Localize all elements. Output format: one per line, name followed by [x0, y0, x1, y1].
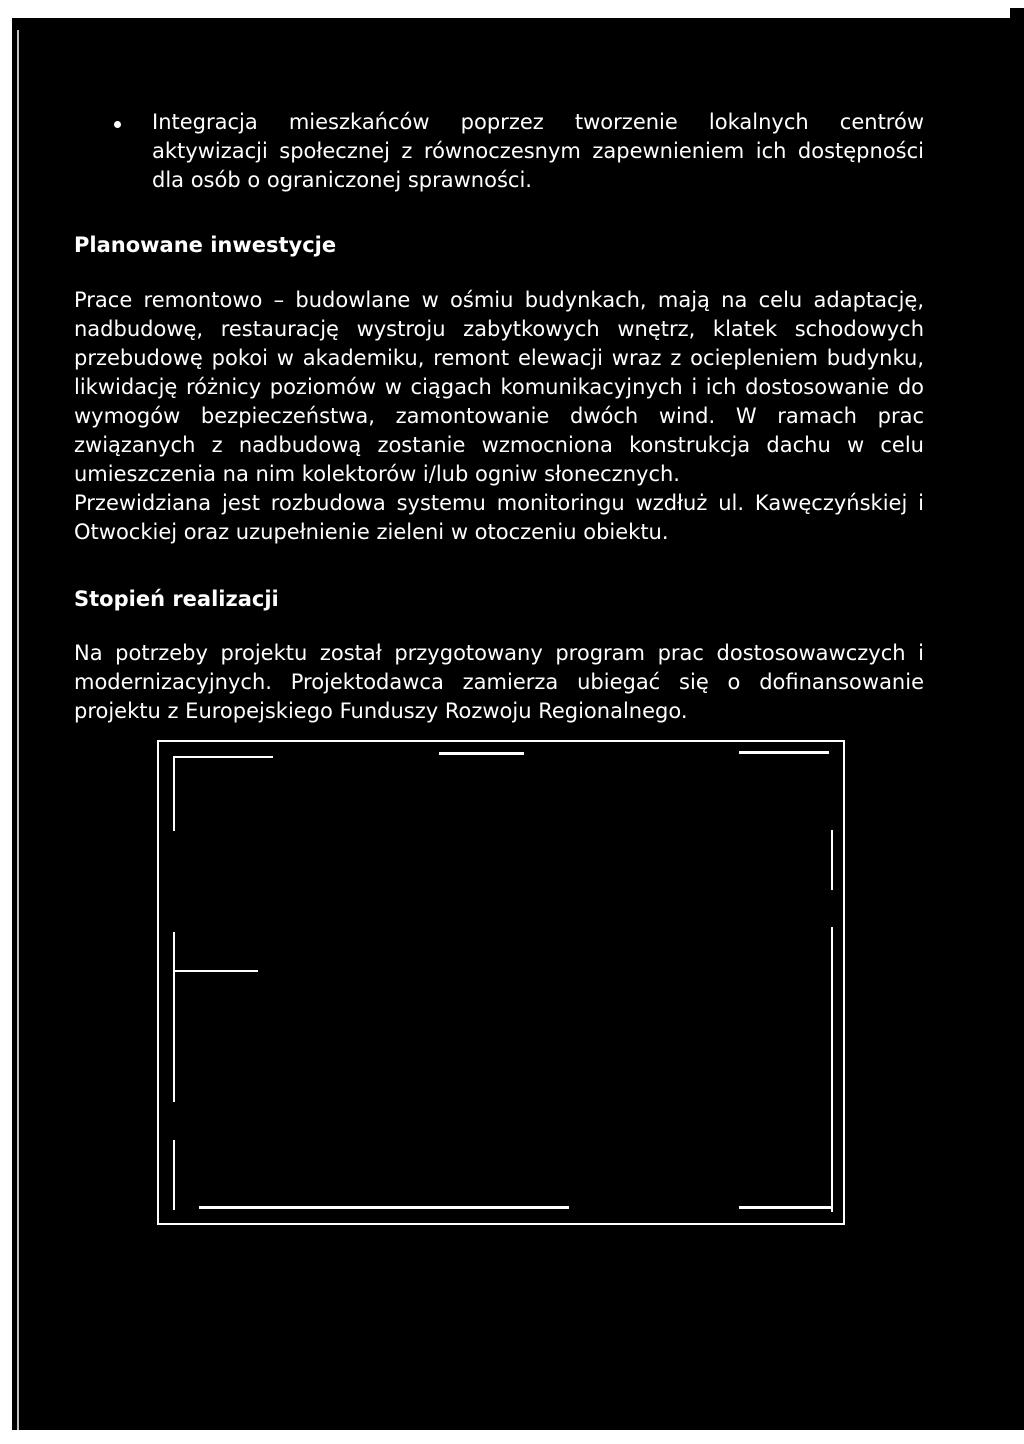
- frame-right-mark: [831, 830, 833, 890]
- bullet-list-item: [74, 108, 924, 195]
- frame-bottom-mark: [199, 1206, 569, 1209]
- progress-paragraph: Na potrzeby projektu został przygotowany program prac dostosowawczych i modernizacyjnych. Projektodawca zamierza ubiegać się o dofinansowanie projektu z Europejskiego Funduszy Rozwoju Regionalnego.: [74, 641, 924, 723]
- frame-left-mark: [173, 932, 175, 1102]
- frame-right-mark: [831, 927, 833, 1212]
- document-body: [74, 108, 924, 726]
- scan-edge-left: [0, 0, 12, 1444]
- image-placeholder-frame: [157, 740, 845, 1225]
- frame-bottom-mark: [739, 1206, 831, 1209]
- scan-edge-top-corner: [1010, 0, 1024, 8]
- investments-paragraph-2: Przewidziana jest rozbudowa systemu monitoringu wzdłuż ul. Kawęczyńskiej i Otwockiej oraz uzupełnienie zieleni w otoczeniu obiektu.: [74, 491, 924, 544]
- frame-top-mark: [439, 752, 524, 755]
- scan-edge-bottom: [0, 1430, 1024, 1444]
- investments-paragraph-1: Prace remontowo – budowlane w ośmiu budynkach, mają na celu adaptację, nadbudowę, restaurację wystroju zabytkowych wnętrz, klatek schodowych przebudowę pokoi w akademiku, remont elewacji wraz z ociepleniem budynku, likwidację różnicy poziomów w ciągach komunikacyjnych i ich dostosowanie do wymogów bezpieczeństwa, zamontowanie dwóch wind. W ramach prac związanych z nadbudową zostanie wzmocniona konstrukcja dachu w celu umieszczenia na nim kolektorów i/lub ogniw słonecznych.: [74, 288, 924, 486]
- scan-edge-left-rule: [17, 30, 19, 1430]
- bullet-text: Integracja mieszkańców poprzez tworzenie lokalnych centrów aktywizacji społecznej z równoczesnym zapewnieniem ich dostępności dla osób o ograniczonej sprawności.: [152, 110, 924, 192]
- section-heading-investments: Planowane inwestycje: [74, 233, 337, 257]
- section-heading-progress: Stopień realizacji: [74, 587, 279, 611]
- frame-corner-mark: [173, 756, 273, 758]
- frame-corner-mark: [173, 756, 175, 831]
- frame-left-mark: [173, 970, 258, 972]
- frame-top-mark: [739, 751, 829, 754]
- scan-edge-top: [0, 0, 1010, 18]
- bullet-icon: [74, 108, 152, 137]
- frame-left-mark: [173, 1140, 175, 1210]
